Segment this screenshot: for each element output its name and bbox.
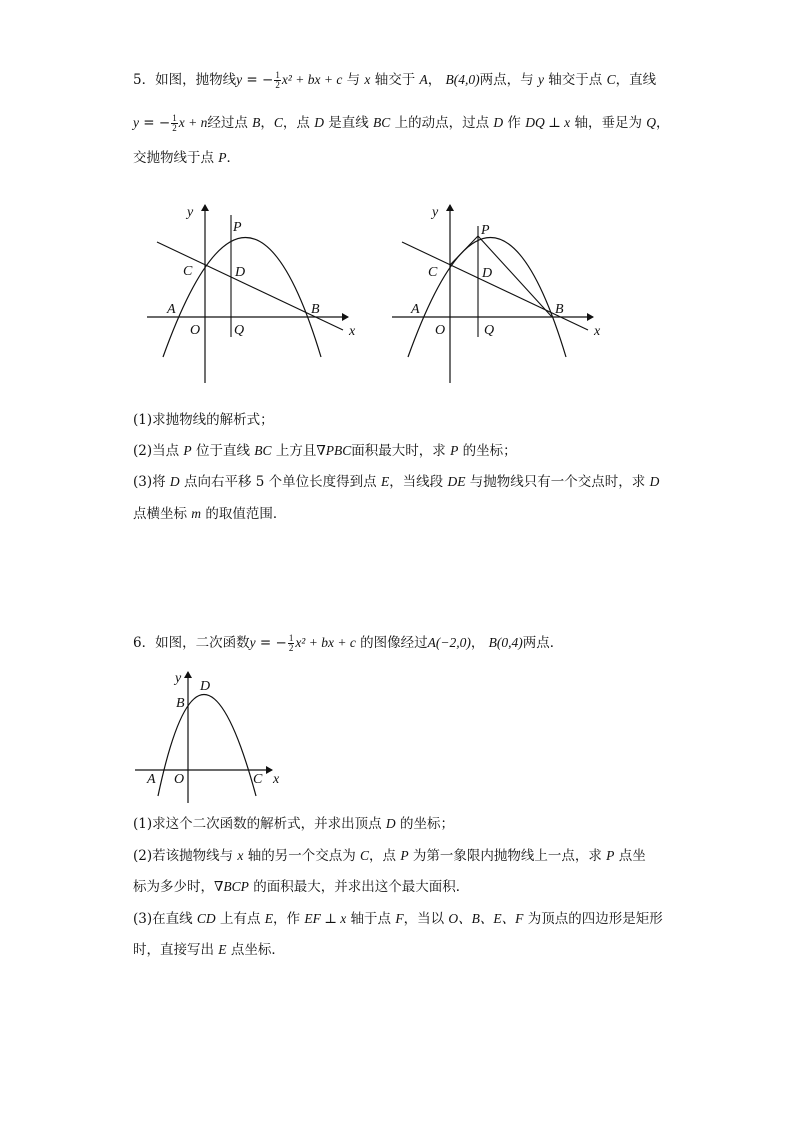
- label-p: P: [233, 220, 242, 235]
- label-o: O: [174, 772, 185, 787]
- label-c: C: [428, 265, 438, 280]
- label-x: x: [594, 324, 601, 339]
- q5-stem-line2: y = − $\frac{1}{2}$ x + n经过点 B，C，点 D 是直线 BC 上的动点，过点 D 作 DQ ⊥ x 轴，垂足为 Q，: [133, 113, 670, 133]
- label-o: O: [190, 323, 201, 338]
- label-x: x: [273, 772, 280, 787]
- label-y: y: [432, 205, 439, 220]
- q5-sub1: (1)求抛物线的解析式；: [133, 412, 274, 428]
- q6-sub3-line1: (3)在直线 CD 上有点 E，作 EF ⊥ x 轴于点 F，当以 O、B、E、F 为顶点的四边形是矩形: [133, 911, 663, 927]
- label-b: B: [555, 302, 564, 317]
- label-c: C: [183, 264, 193, 279]
- label-x: x: [349, 324, 356, 339]
- label-a: A: [167, 302, 176, 317]
- q5-stem-line1: 5．如图，抛物线y = − $\frac{1}{2}$ x² + bx + c 与 x 轴交于 A， B(4,0)两点，与 y 轴交于点 C，直线: [133, 70, 657, 90]
- segment-pc: [450, 236, 478, 265]
- q5-sub3-line2: 点横坐标 m 的取值范围．: [133, 506, 287, 522]
- q5-figure-2: [400, 195, 610, 390]
- q6-stem-line1: 6．如图，二次函数y = − $\frac{1}{2}$ x² + bx + c 的图像经过A(−2,0)， B(0,4)两点．: [133, 633, 564, 653]
- q5-sub3-line1: (3)将 D 点向右平移 5 个单位长度得到点 E，当线段 DE 与抛物线只有一个交点时，求 D: [133, 474, 660, 490]
- fraction: $\frac{1}{2}$: [288, 633, 294, 653]
- q6-sub2-line2: 标为多少时，∇BCP 的面积最大，并求出这个最大面积．: [133, 879, 470, 895]
- q5-stem-line3: 交抛物线于点 P．: [133, 150, 241, 166]
- q5-figure-1: [140, 195, 370, 390]
- label-y: y: [175, 671, 182, 686]
- label-a: A: [147, 772, 156, 787]
- q6-figure: [130, 665, 290, 810]
- label-o: O: [435, 323, 446, 338]
- label-a: A: [411, 302, 420, 317]
- label-b: B: [176, 696, 185, 711]
- label-c: C: [253, 772, 263, 787]
- label-q: Q: [484, 323, 495, 338]
- label-q: Q: [234, 323, 245, 338]
- label-b: B: [311, 302, 320, 317]
- q5-sub2: (2)当点 P 位于直线 BC 上方且∇PBC面积最大时，求 P 的坐标；: [133, 443, 517, 459]
- label-p: P: [481, 223, 490, 238]
- label-d: D: [200, 679, 211, 694]
- q6-sub1: (1)求这个二次函数的解析式，并求出顶点 D 的坐标；: [133, 816, 454, 832]
- q6-sub3-line2: 时，直接写出 E 点坐标．: [133, 942, 285, 958]
- parabola: [408, 238, 566, 358]
- label-d: D: [482, 266, 493, 281]
- fraction: $\frac{1}{2}$: [172, 113, 177, 133]
- parabola: [158, 695, 256, 797]
- label-y: y: [187, 205, 194, 220]
- fraction: $\frac{1}{2}$: [275, 70, 280, 90]
- q6-sub2-line1: (2)若该抛物线与 x 轴的另一个交点为 C，点 P 为第一象限内抛物线上一点，求 P 点坐: [133, 848, 646, 864]
- parabola: [163, 238, 321, 358]
- label-d: D: [235, 265, 246, 280]
